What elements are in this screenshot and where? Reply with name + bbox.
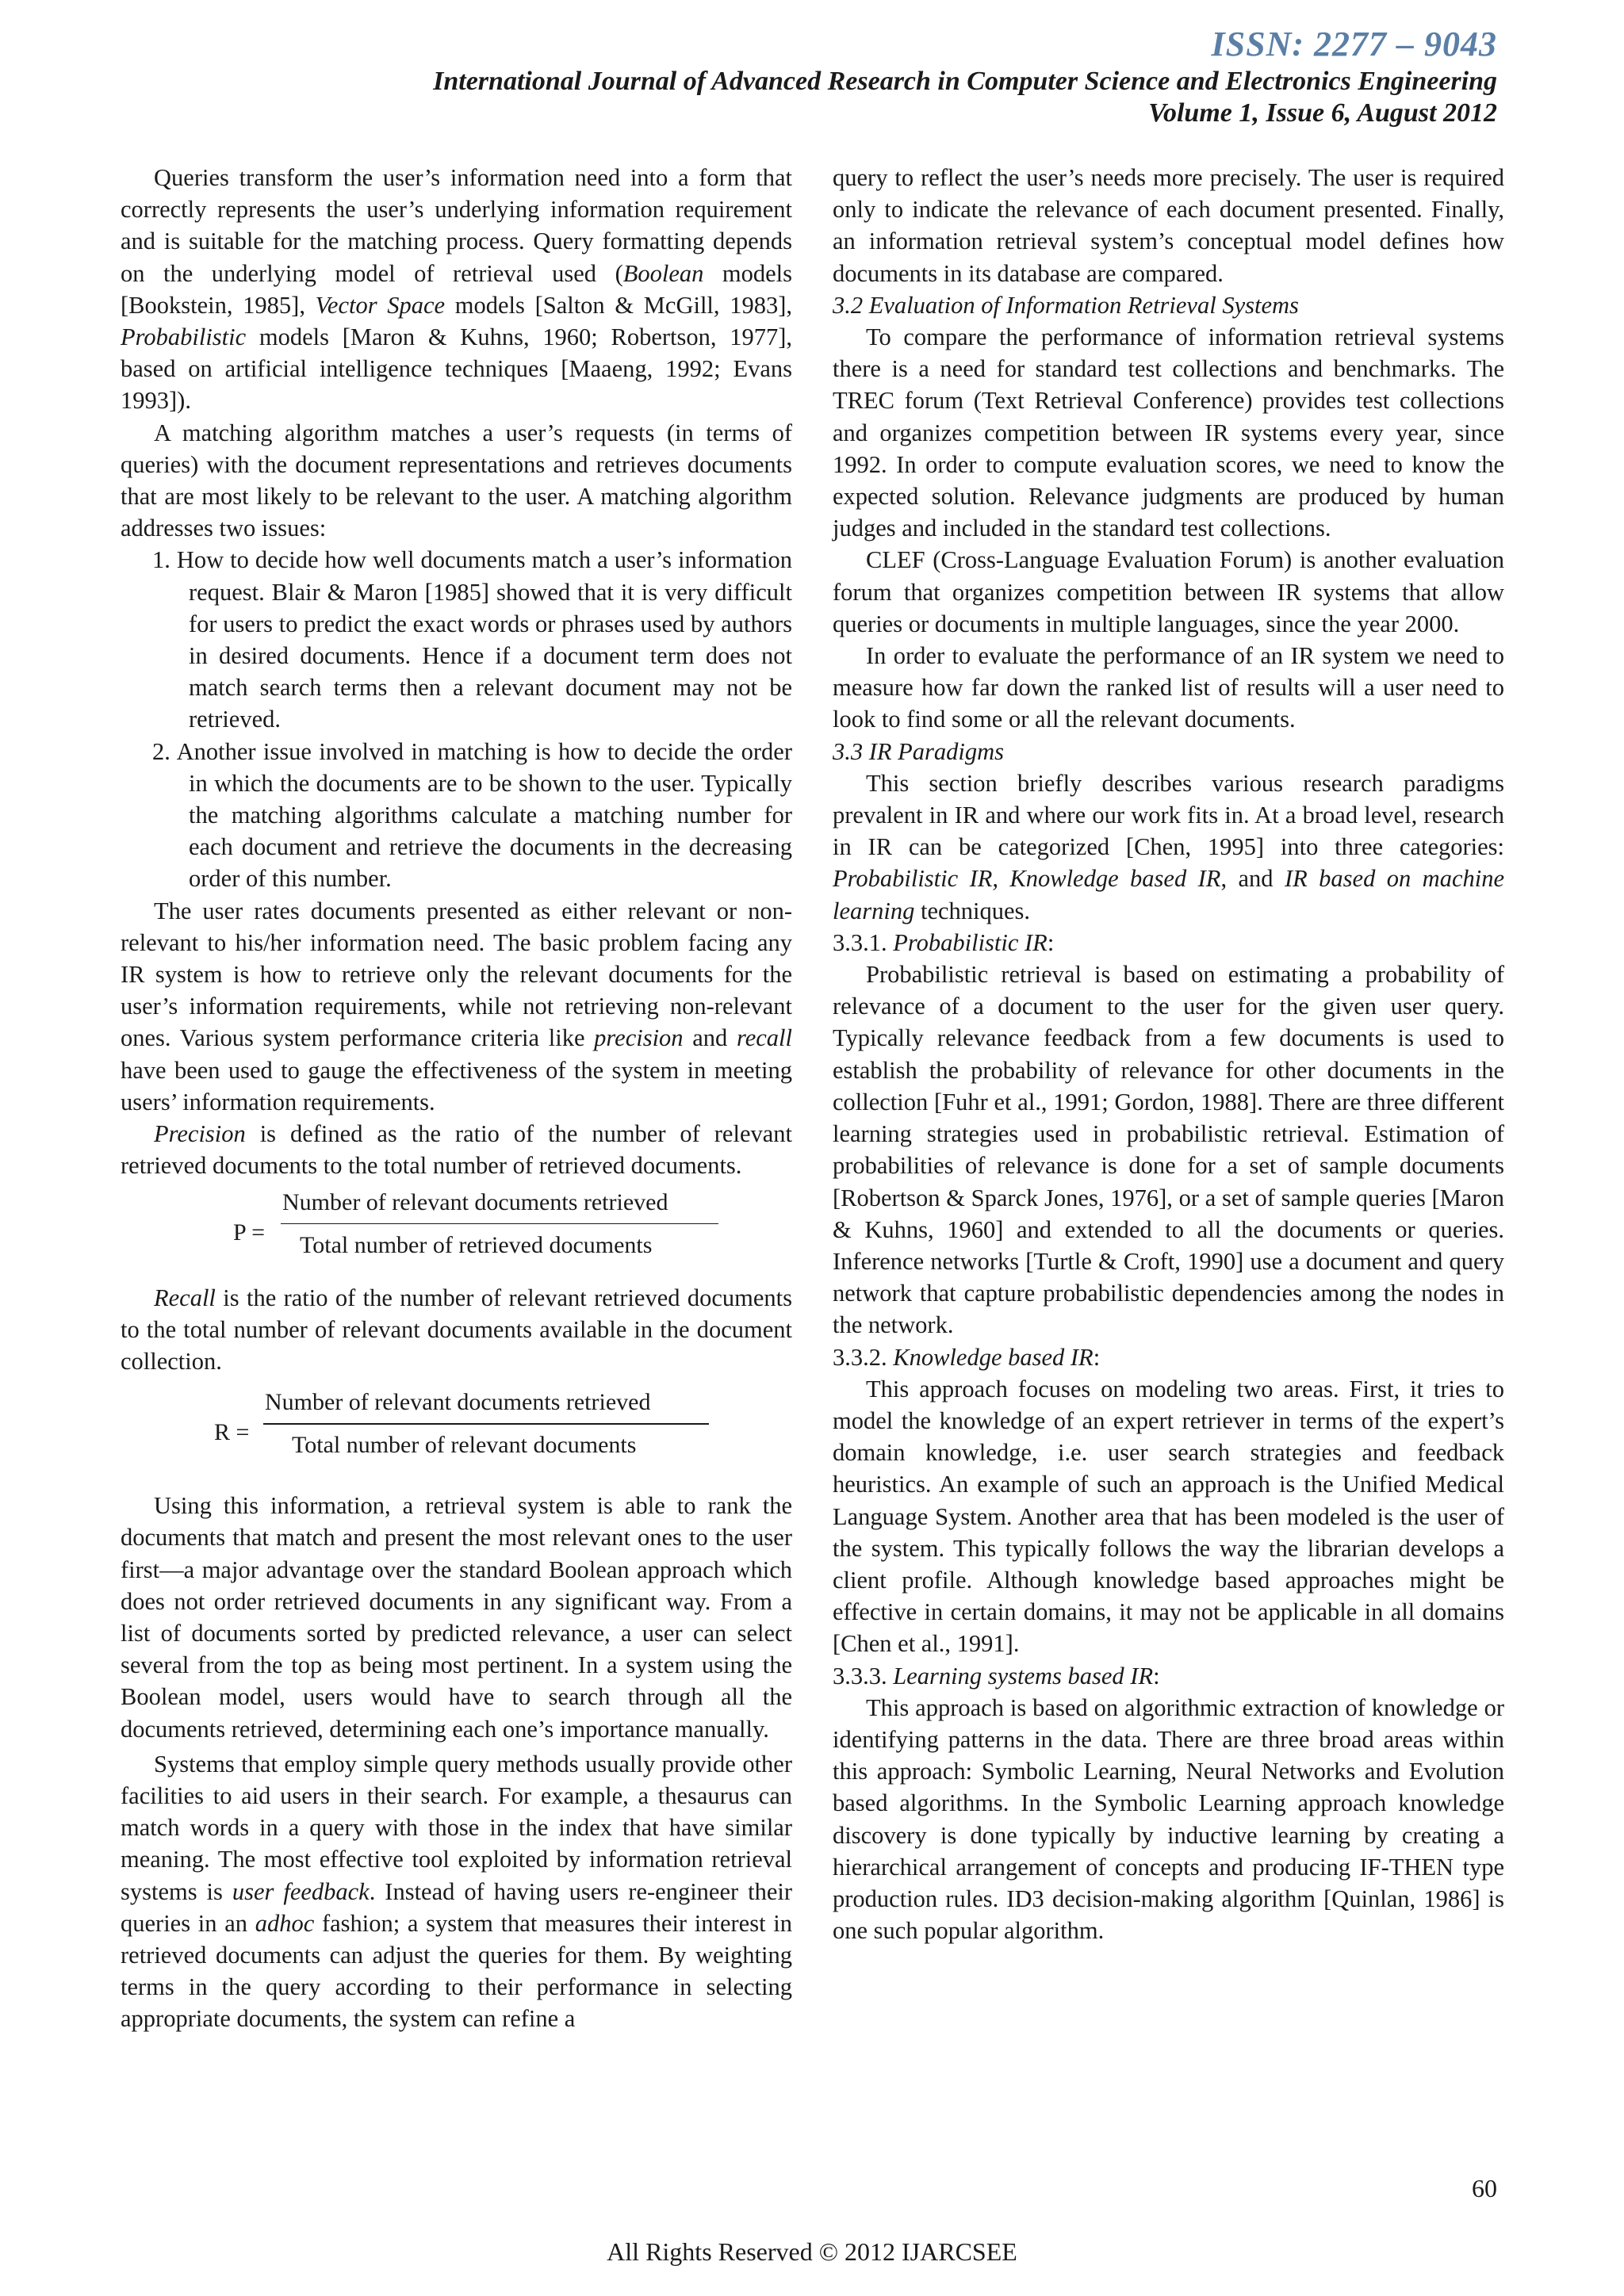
list-item: 2. Another issue involved in matching is how to decide the order in which the documents are to be shown to the user. Typically the matching algorithms calculate a matching number for each document and retrieve the documents in the decreasing order of this number.: [152, 737, 792, 893]
paragraph-clef: CLEF (Cross-Language Evaluation Forum) is another evaluation forum that organizes competition between IR systems that allow queries or documents in multiple languages, since the year 2000.: [833, 546, 1504, 637]
paragraph-query-refine-cont: query to reflect the user’s needs more precisely. The user is required only to indicate the relevance of each document presented. Finally, an information retrieval system’s conceptual model defines how documents in its database are compared.: [833, 164, 1504, 287]
paragraph-trec: To compare the performance of information retrieval systems there is a need for standard test collections and benchmarks. The TREC forum (Text Retrieval Conference) provides test collections and organizes competition between IR systems every year, since 1992. In order to compute evaluation scores, we need to know the expected solution. Relevance judgments are produced by human judges and included in the standard test collections.: [833, 323, 1504, 542]
subsection-heading-3-3-3: 3.3.3. Learning systems based IR:: [833, 1662, 1160, 1689]
paragraph-ranked-list: In order to evaluate the performance of an IR system we need to measure how far down the ranked list of results will a user need to look to find some or all the relevant documents.: [833, 642, 1504, 733]
subsection-heading-3-3-2: 3.3.2. Knowledge based IR:: [833, 1343, 1101, 1371]
formula-denominator: Total number of retrieved documents: [300, 1231, 653, 1258]
volume-issue: Volume 1, Issue 6, August 2012: [1148, 98, 1497, 128]
formula-denominator: Total number of relevant documents: [292, 1432, 637, 1459]
left-column: [121, 162, 792, 2035]
subsection-heading-3-3-1: 3.3.1. Probabilistic IR:: [833, 928, 1055, 956]
precision-formula: [121, 1187, 792, 1282]
fraction-bar: [281, 1223, 718, 1225]
formula-numerator: Number of relevant documents retrieved: [282, 1188, 668, 1215]
paragraph-query-formatting: Queries transform the user’s information need into a form that correctly represents the user’s underlying information requirement and is suitable for the matching process. Query formatting depends on the underlying model of retrieval used (Boolean models [Bookstein, 1985], Vector Space models [Salton & McGill, 1983], Probabilistic models [Maron & Kuhns, 1960; Robertson, 1977], based on artificial intelligence techniques [Maaeng, 1992; Evans 1993]).: [121, 164, 792, 415]
paragraph-probabilistic-ir: Probabilistic retrieval is based on estimating a probability of relevance of a document to the user for the given user query. Typically relevance feedback from a few documents is used to establish the probability of relevance for other documents in the collection [Fuhr et al., 1991; Gordon, 1988]. There are three different learning strategies used in probabilistic retrieval. Estimation of probabilities of relevance is done for a set of sample documents [Robertson & Sparck Jones, 1976], or a set of sample queries [Maron & Kuhns, 1960] and extended to all the documents or queries. Inference networks [Turtle & Croft, 1990] use a document and query network that capture probabilistic dependencies among the nodes in the network.: [833, 961, 1504, 1339]
recall-formula: [121, 1387, 792, 1482]
paragraph-ranking: Using this information, a retrieval system is able to rank the documents that match and present the most relevant ones to the user first—a major advantage over the standard Boolean approach which does not order retrieved documents in any significant way. From a list of documents sorted by predicted relevance, a user can select several from the top as being most pertinent. In a system using the Boolean model, users would have to search through all the documents retrieved, determining each one’s importance manually.: [121, 1492, 792, 1743]
formula-lhs: P =: [233, 1219, 265, 1246]
fraction-bar: [263, 1423, 709, 1425]
paragraph-user-feedback: Systems that employ simple query methods usually provide other facilities to aid users in their search. For example, a thesaurus can match words in a query with those in the index that have similar meaning. The most effective tool exploited by information retrieval systems is user feedback. Instead of having users re-engineer their queries in an adhoc fashion; a system that measures their interest in retrieved documents can adjust the queries for them. By weighting terms in the query according to their performance in selecting appropriate documents, the system can refine a: [121, 1750, 792, 2033]
section-heading-3-2: 3.2 Evaluation of Information Retrieval Systems: [833, 291, 1299, 319]
paragraph-recall-definition: Recall is the ratio of the number of relevant retrieved documents to the total number of relevant documents available in the document collection.: [121, 1284, 792, 1375]
issn-header: ISSN: 2277 – 9043: [1211, 25, 1497, 63]
list-item: 1. How to decide how well documents match a user’s information request. Blair & Maron [1985] showed that it is very difficult for users to predict the exact words or phrases used by authors in desired documents. Hence if a document term does not match search terms then a relevant document may not be retrieved.: [152, 546, 792, 733]
journal-title: International Journal of Advanced Research in Computer Science and Electronics Engineering: [433, 67, 1497, 96]
paragraph-knowledge-ir: This approach focuses on modeling two areas. First, it tries to model the knowledge of an expert retriever in terms of the expert’s domain knowledge, i.e. user search strategies and feedback heuristics. An example of such an approach is the Unified Medical Language System. Another area that has been modeled is the user of the system. This typically follows the way the librarian develops a client profile. Although knowledge based approaches might be effective in certain domains, it may not be applicable in all domains [Chen et al., 1991].: [833, 1375, 1504, 1658]
right-column: [833, 162, 1504, 1946]
formula-numerator: Number of relevant documents retrieved: [265, 1389, 651, 1416]
paragraph-precision-definition: Precision is defined as the ratio of the number of relevant retrieved documents to the total number of retrieved documents.: [121, 1120, 792, 1180]
copyright-footer: All Rights Reserved © 2012 IJARCSEE: [607, 2237, 1017, 2266]
paragraph-matching-algorithm: A matching algorithm matches a user’s requests (in terms of queries) with the document representations and retrieves documents that are most likely to be relevant to the user. A matching algorithm addresses two issues:: [121, 419, 792, 542]
paragraph-performance-criteria: The user rates documents presented as either relevant or non-relevant to his/her information need. The basic problem facing any IR system is how to retrieve only the relevant documents for the user’s information requirements, while not retrieving non-relevant ones. Various system performance criteria like precision and recall have been used to gauge the effectiveness of the system in meeting users’ information requirements.: [121, 897, 792, 1115]
paragraph-learning-ir: This approach is based on algorithmic extraction of knowledge or identifying patterns in the data. There are three broad areas within this approach: Symbolic Learning, Neural Networks and Evolution based algorithms. In the Symbolic Learning approach knowledge discovery is done typically by inductive learning by creating a hierarchical arrangement of concepts and producing IF-THEN type production rules. ID3 decision-making algorithm [Quinlan, 1986] is one such popular algorithm.: [833, 1693, 1504, 1945]
formula-lhs: R =: [214, 1419, 250, 1446]
section-heading-3-3: 3.3 IR Paradigms: [833, 737, 1005, 765]
page-number: 60: [1472, 2174, 1497, 2202]
paragraph-paradigms: This section briefly describes various research paradigms prevalent in IR and where our work fits in. At a broad level, research in IR can be categorized [Chen, 1995] into three categories: Probabilistic IR, Knowledge based IR, and IR based on machine learning techniques.: [833, 769, 1504, 924]
matching-issues-list: [121, 544, 792, 894]
